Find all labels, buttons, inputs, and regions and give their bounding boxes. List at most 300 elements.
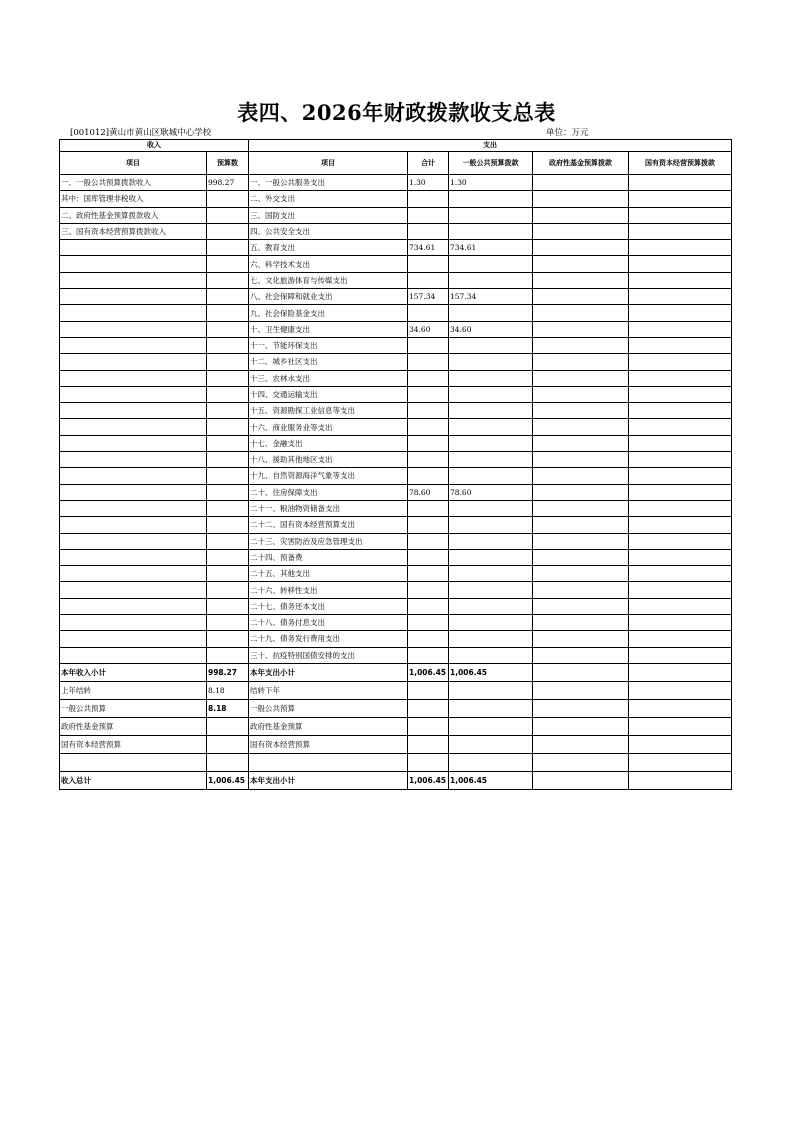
gov-fund-cell (533, 452, 629, 468)
table-row (60, 663, 732, 681)
table-row (60, 354, 732, 370)
total-cell: 157.34 (408, 289, 449, 305)
income-item-cell (60, 403, 207, 419)
total-cell (408, 631, 449, 647)
general-public-cell (449, 533, 533, 549)
gov-fund-cell (533, 484, 629, 500)
general-public-cell (449, 582, 533, 598)
general-public-cell (449, 647, 533, 663)
total-cell (408, 435, 449, 451)
table-row (60, 240, 732, 256)
total-header: 合计 (408, 152, 449, 175)
income-budget-header: 预算数 (207, 152, 249, 175)
state-capital-cell (629, 582, 732, 598)
income-item-cell (60, 631, 207, 647)
income-item-cell (60, 468, 207, 484)
table-row (60, 517, 732, 533)
income-item-cell (60, 484, 207, 500)
expense-item-cell: 十四、交通运输支出 (249, 386, 408, 402)
gov-fund-cell (533, 735, 629, 753)
gov-fund-cell (533, 289, 629, 305)
gov-fund-cell (533, 566, 629, 582)
state-capital-cell (629, 771, 732, 789)
general-public-cell (449, 403, 533, 419)
table-row (60, 582, 732, 598)
expense-item-cell: 政府性基金预算 (249, 717, 408, 735)
table-row (60, 631, 732, 647)
income-budget-cell: 8.18 (207, 681, 249, 699)
expense-item-cell: 结转下年 (249, 681, 408, 699)
expense-item-cell: 二十二、国有资本经营预算支出 (249, 517, 408, 533)
income-item-cell (60, 753, 207, 771)
table-row (60, 500, 732, 516)
income-item-cell: 一、一般公共预算拨款收入 (60, 175, 207, 191)
total-cell (408, 647, 449, 663)
gov-fund-cell (533, 681, 629, 699)
gov-fund-cell (533, 717, 629, 735)
general-public-header: 一般公共预算拨款 (449, 152, 533, 175)
table-row (60, 484, 732, 500)
expense-item-cell: 二十九、债务发行费用支出 (249, 631, 408, 647)
general-public-cell (449, 256, 533, 272)
general-public-cell: 34.60 (449, 321, 533, 337)
table-row (60, 735, 732, 753)
total-cell (408, 468, 449, 484)
state-capital-cell (629, 207, 732, 223)
state-capital-cell (629, 337, 732, 353)
gov-fund-cell (533, 663, 629, 681)
income-item-cell: 三、国有资本经营预算拨款收入 (60, 223, 207, 239)
header-row-sections (60, 140, 732, 152)
total-cell (408, 699, 449, 717)
state-capital-cell (629, 484, 732, 500)
general-public-cell (449, 452, 533, 468)
state-capital-cell (629, 435, 732, 451)
income-budget-cell (207, 631, 249, 647)
total-cell: 734.61 (408, 240, 449, 256)
income-budget-cell (207, 517, 249, 533)
table-row (60, 175, 732, 191)
gov-fund-cell (533, 223, 629, 239)
gov-fund-cell (533, 272, 629, 288)
general-public-cell (449, 681, 533, 699)
gov-fund-cell (533, 256, 629, 272)
gov-fund-cell (533, 419, 629, 435)
income-budget-cell (207, 566, 249, 582)
table-row (60, 256, 732, 272)
general-public-cell (449, 615, 533, 631)
gov-fund-header: 政府性基金预算拨款 (533, 152, 629, 175)
income-budget-cell (207, 435, 249, 451)
income-budget-cell (207, 272, 249, 288)
income-budget-cell: 8.18 (207, 699, 249, 717)
income-item-cell (60, 370, 207, 386)
total-cell (408, 305, 449, 321)
general-public-cell: 78.60 (449, 484, 533, 500)
table-row (60, 533, 732, 549)
expense-item-cell: 二十五、其他支出 (249, 566, 408, 582)
table-row (60, 403, 732, 419)
income-item-cell (60, 452, 207, 468)
state-capital-cell (629, 191, 732, 207)
table-row (60, 549, 732, 565)
table-row (60, 386, 732, 402)
income-item-cell (60, 256, 207, 272)
state-capital-cell (629, 598, 732, 614)
general-public-cell (449, 191, 533, 207)
expense-item-cell: 十七、金融支出 (249, 435, 408, 451)
state-capital-cell (629, 468, 732, 484)
state-capital-cell (629, 663, 732, 681)
expense-section-header: 支出 (249, 140, 732, 152)
total-cell (408, 517, 449, 533)
total-cell: 78.60 (408, 484, 449, 500)
gov-fund-cell (533, 647, 629, 663)
income-budget-cell (207, 223, 249, 239)
total-cell (408, 403, 449, 419)
expense-item-header: 项目 (249, 152, 408, 175)
total-cell (408, 500, 449, 516)
expense-item-cell: 二十四、预备费 (249, 549, 408, 565)
state-capital-cell (629, 175, 732, 191)
unit-organization: [001012]黄山市黄山区耿城中心学校 (70, 128, 212, 138)
general-public-cell (449, 699, 533, 717)
income-item-cell (60, 533, 207, 549)
income-budget-cell (207, 549, 249, 565)
expense-item-cell: 七、文化旅游体育与传媒支出 (249, 272, 408, 288)
general-public-cell (449, 419, 533, 435)
total-cell (408, 566, 449, 582)
income-item-cell (60, 500, 207, 516)
total-cell (408, 354, 449, 370)
expense-item-cell: 六、科学技术支出 (249, 256, 408, 272)
income-budget-cell (207, 354, 249, 370)
general-public-cell (449, 468, 533, 484)
gov-fund-cell (533, 517, 629, 533)
gov-fund-cell (533, 615, 629, 631)
gov-fund-cell (533, 699, 629, 717)
total-cell (408, 452, 449, 468)
expense-item-cell: 二十六、转移性支出 (249, 582, 408, 598)
expense-item-cell: 三十、抗疫特别国债安排的支出 (249, 647, 408, 663)
income-item-cell: 国有资本经营预算 (60, 735, 207, 753)
income-budget-cell (207, 468, 249, 484)
expense-item-cell: 十九、自然资源海洋气象等支出 (249, 468, 408, 484)
expense-item-cell: 十八、援助其他地区支出 (249, 452, 408, 468)
expense-item-cell: 二十一、粮油物资储备支出 (249, 500, 408, 516)
total-cell: 34.60 (408, 321, 449, 337)
state-capital-cell (629, 549, 732, 565)
table-row (60, 598, 732, 614)
state-capital-cell (629, 354, 732, 370)
total-cell (408, 207, 449, 223)
expense-item-cell: 本年支出小计 (249, 771, 408, 789)
general-public-cell (449, 354, 533, 370)
table-row (60, 191, 732, 207)
expense-item-cell: 十、卫生健康支出 (249, 321, 408, 337)
income-budget-cell (207, 386, 249, 402)
total-cell (408, 735, 449, 753)
state-capital-cell (629, 517, 732, 533)
state-capital-header: 国有资本经营预算拨款 (629, 152, 732, 175)
general-public-cell (449, 207, 533, 223)
income-budget-cell (207, 289, 249, 305)
income-budget-cell (207, 370, 249, 386)
income-item-cell: 本年收入小计 (60, 663, 207, 681)
expense-item-cell: 二十、住房保障支出 (249, 484, 408, 500)
gov-fund-cell (533, 533, 629, 549)
state-capital-cell (629, 500, 732, 516)
expense-item-cell: 二十三、灾害防治及应急管理支出 (249, 533, 408, 549)
income-item-cell: 政府性基金预算 (60, 717, 207, 735)
state-capital-cell (629, 386, 732, 402)
general-public-cell (449, 272, 533, 288)
income-item-cell (60, 337, 207, 353)
gov-fund-cell (533, 337, 629, 353)
income-budget-cell (207, 533, 249, 549)
table-row (60, 435, 732, 451)
total-cell (408, 681, 449, 699)
state-capital-cell (629, 305, 732, 321)
expense-item-cell: 三、国防支出 (249, 207, 408, 223)
income-budget-cell (207, 598, 249, 614)
general-public-cell: 1,006.45 (449, 771, 533, 789)
table-row (60, 452, 732, 468)
state-capital-cell (629, 289, 732, 305)
general-public-cell (449, 517, 533, 533)
income-budget-cell (207, 500, 249, 516)
total-cell (408, 598, 449, 614)
table-row (60, 647, 732, 663)
state-capital-cell (629, 735, 732, 753)
income-item-cell (60, 305, 207, 321)
income-budget-cell: 998.27 (207, 175, 249, 191)
page-title: 表四、2026年财政拨款收支总表 (237, 100, 556, 125)
income-item-cell: 其中：国库管理非税收入 (60, 191, 207, 207)
gov-fund-cell (533, 631, 629, 647)
income-budget-cell (207, 717, 249, 735)
table-row (60, 615, 732, 631)
income-section-header: 收入 (60, 140, 249, 152)
gov-fund-cell (533, 403, 629, 419)
general-public-cell (449, 598, 533, 614)
state-capital-cell (629, 419, 732, 435)
general-public-cell (449, 549, 533, 565)
state-capital-cell (629, 370, 732, 386)
gov-fund-cell (533, 191, 629, 207)
total-cell: 1.30 (408, 175, 449, 191)
table-row (60, 468, 732, 484)
table-row (60, 717, 732, 735)
state-capital-cell (629, 452, 732, 468)
income-item-cell: 二、政府性基金预算拨款收入 (60, 207, 207, 223)
income-budget-cell (207, 403, 249, 419)
table-row (60, 305, 732, 321)
general-public-cell (449, 753, 533, 771)
table-row (60, 771, 732, 789)
expense-item-cell: 国有资本经营预算 (249, 735, 408, 753)
income-budget-cell: 998.27 (207, 663, 249, 681)
state-capital-cell (629, 533, 732, 549)
total-cell (408, 549, 449, 565)
table-row (60, 321, 732, 337)
total-cell (408, 615, 449, 631)
gov-fund-cell (533, 354, 629, 370)
total-cell (408, 337, 449, 353)
state-capital-cell (629, 699, 732, 717)
income-budget-cell (207, 735, 249, 753)
income-budget-cell: 1,006.45 (207, 771, 249, 789)
gov-fund-cell (533, 500, 629, 516)
income-item-cell: 一般公共预算 (60, 699, 207, 717)
general-public-cell (449, 735, 533, 753)
state-capital-cell (629, 753, 732, 771)
income-item-cell (60, 419, 207, 435)
state-capital-cell (629, 717, 732, 735)
income-item-cell (60, 647, 207, 663)
expense-item-cell: 八、社会保障和就业支出 (249, 289, 408, 305)
table-row (60, 419, 732, 435)
expense-item-cell (249, 753, 408, 771)
gov-fund-cell (533, 321, 629, 337)
table-row (60, 753, 732, 771)
total-cell (408, 272, 449, 288)
income-item-cell: 上年结转 (60, 681, 207, 699)
gov-fund-cell (533, 386, 629, 402)
table-row (60, 272, 732, 288)
expense-item-cell: 五、教育支出 (249, 240, 408, 256)
gov-fund-cell (533, 549, 629, 565)
total-cell (408, 256, 449, 272)
income-budget-cell (207, 321, 249, 337)
income-budget-cell (207, 305, 249, 321)
state-capital-cell (629, 272, 732, 288)
table-row (60, 207, 732, 223)
gov-fund-cell (533, 753, 629, 771)
gov-fund-cell (533, 468, 629, 484)
income-budget-cell (207, 753, 249, 771)
total-cell (408, 753, 449, 771)
expense-item-cell: 二十八、债务付息支出 (249, 615, 408, 631)
expense-item-cell: 四、公共安全支出 (249, 223, 408, 239)
unit-label: 单位：万元 (546, 128, 589, 138)
expense-item-cell: 十三、农林水支出 (249, 370, 408, 386)
state-capital-cell (629, 681, 732, 699)
gov-fund-cell (533, 771, 629, 789)
state-capital-cell (629, 223, 732, 239)
general-public-cell: 1,006.45 (449, 663, 533, 681)
expense-item-cell: 本年支出小计 (249, 663, 408, 681)
expense-item-cell: 二十七、债务还本支出 (249, 598, 408, 614)
state-capital-cell (629, 321, 732, 337)
income-item-cell (60, 435, 207, 451)
income-budget-cell (207, 419, 249, 435)
table-row (60, 370, 732, 386)
income-budget-cell (207, 207, 249, 223)
total-cell: 1,006.45 (408, 771, 449, 789)
expense-item-cell: 一、一般公共服务支出 (249, 175, 408, 191)
expense-item-cell: 十二、城乡社区支出 (249, 354, 408, 370)
table-row (60, 566, 732, 582)
state-capital-cell (629, 631, 732, 647)
gov-fund-cell (533, 240, 629, 256)
income-item-cell (60, 517, 207, 533)
general-public-cell (449, 435, 533, 451)
income-item-header: 项目 (60, 152, 207, 175)
gov-fund-cell (533, 598, 629, 614)
income-budget-cell (207, 582, 249, 598)
gov-fund-cell (533, 370, 629, 386)
total-cell (408, 223, 449, 239)
income-item-cell: 收入总计 (60, 771, 207, 789)
total-cell (408, 386, 449, 402)
state-capital-cell (629, 615, 732, 631)
expense-item-cell: 一般公共预算 (249, 699, 408, 717)
gov-fund-cell (533, 175, 629, 191)
table-row (60, 289, 732, 305)
income-budget-cell (207, 484, 249, 500)
general-public-cell (449, 370, 533, 386)
general-public-cell (449, 337, 533, 353)
state-capital-cell (629, 566, 732, 582)
income-item-cell (60, 240, 207, 256)
income-item-cell (60, 615, 207, 631)
table-row (60, 681, 732, 699)
general-public-cell (449, 386, 533, 402)
state-capital-cell (629, 240, 732, 256)
general-public-cell (449, 223, 533, 239)
state-capital-cell (629, 403, 732, 419)
income-item-cell (60, 354, 207, 370)
income-item-cell (60, 598, 207, 614)
general-public-cell (449, 305, 533, 321)
expense-item-cell: 九、社会保险基金支出 (249, 305, 408, 321)
total-cell (408, 419, 449, 435)
income-budget-cell (207, 647, 249, 663)
general-public-cell (449, 500, 533, 516)
table-row (60, 223, 732, 239)
header-row-columns (60, 152, 732, 175)
expense-item-cell: 十五、资源勘探工业信息等支出 (249, 403, 408, 419)
expense-item-cell: 二、外交支出 (249, 191, 408, 207)
income-item-cell (60, 549, 207, 565)
income-budget-cell (207, 452, 249, 468)
expense-item-cell: 十六、商业服务业等支出 (249, 419, 408, 435)
income-item-cell (60, 272, 207, 288)
general-public-cell: 1.30 (449, 175, 533, 191)
income-item-cell (60, 566, 207, 582)
total-cell (408, 717, 449, 735)
general-public-cell (449, 631, 533, 647)
total-cell (408, 191, 449, 207)
income-budget-cell (207, 615, 249, 631)
income-item-cell (60, 321, 207, 337)
income-item-cell (60, 582, 207, 598)
income-budget-cell (207, 256, 249, 272)
income-item-cell (60, 289, 207, 305)
total-cell (408, 370, 449, 386)
general-public-cell: 157.34 (449, 289, 533, 305)
gov-fund-cell (533, 582, 629, 598)
gov-fund-cell (533, 207, 629, 223)
gov-fund-cell (533, 305, 629, 321)
general-public-cell: 734.61 (449, 240, 533, 256)
gov-fund-cell (533, 435, 629, 451)
general-public-cell (449, 717, 533, 735)
total-cell (408, 582, 449, 598)
income-budget-cell (207, 240, 249, 256)
expense-item-cell: 十一、节能环保支出 (249, 337, 408, 353)
